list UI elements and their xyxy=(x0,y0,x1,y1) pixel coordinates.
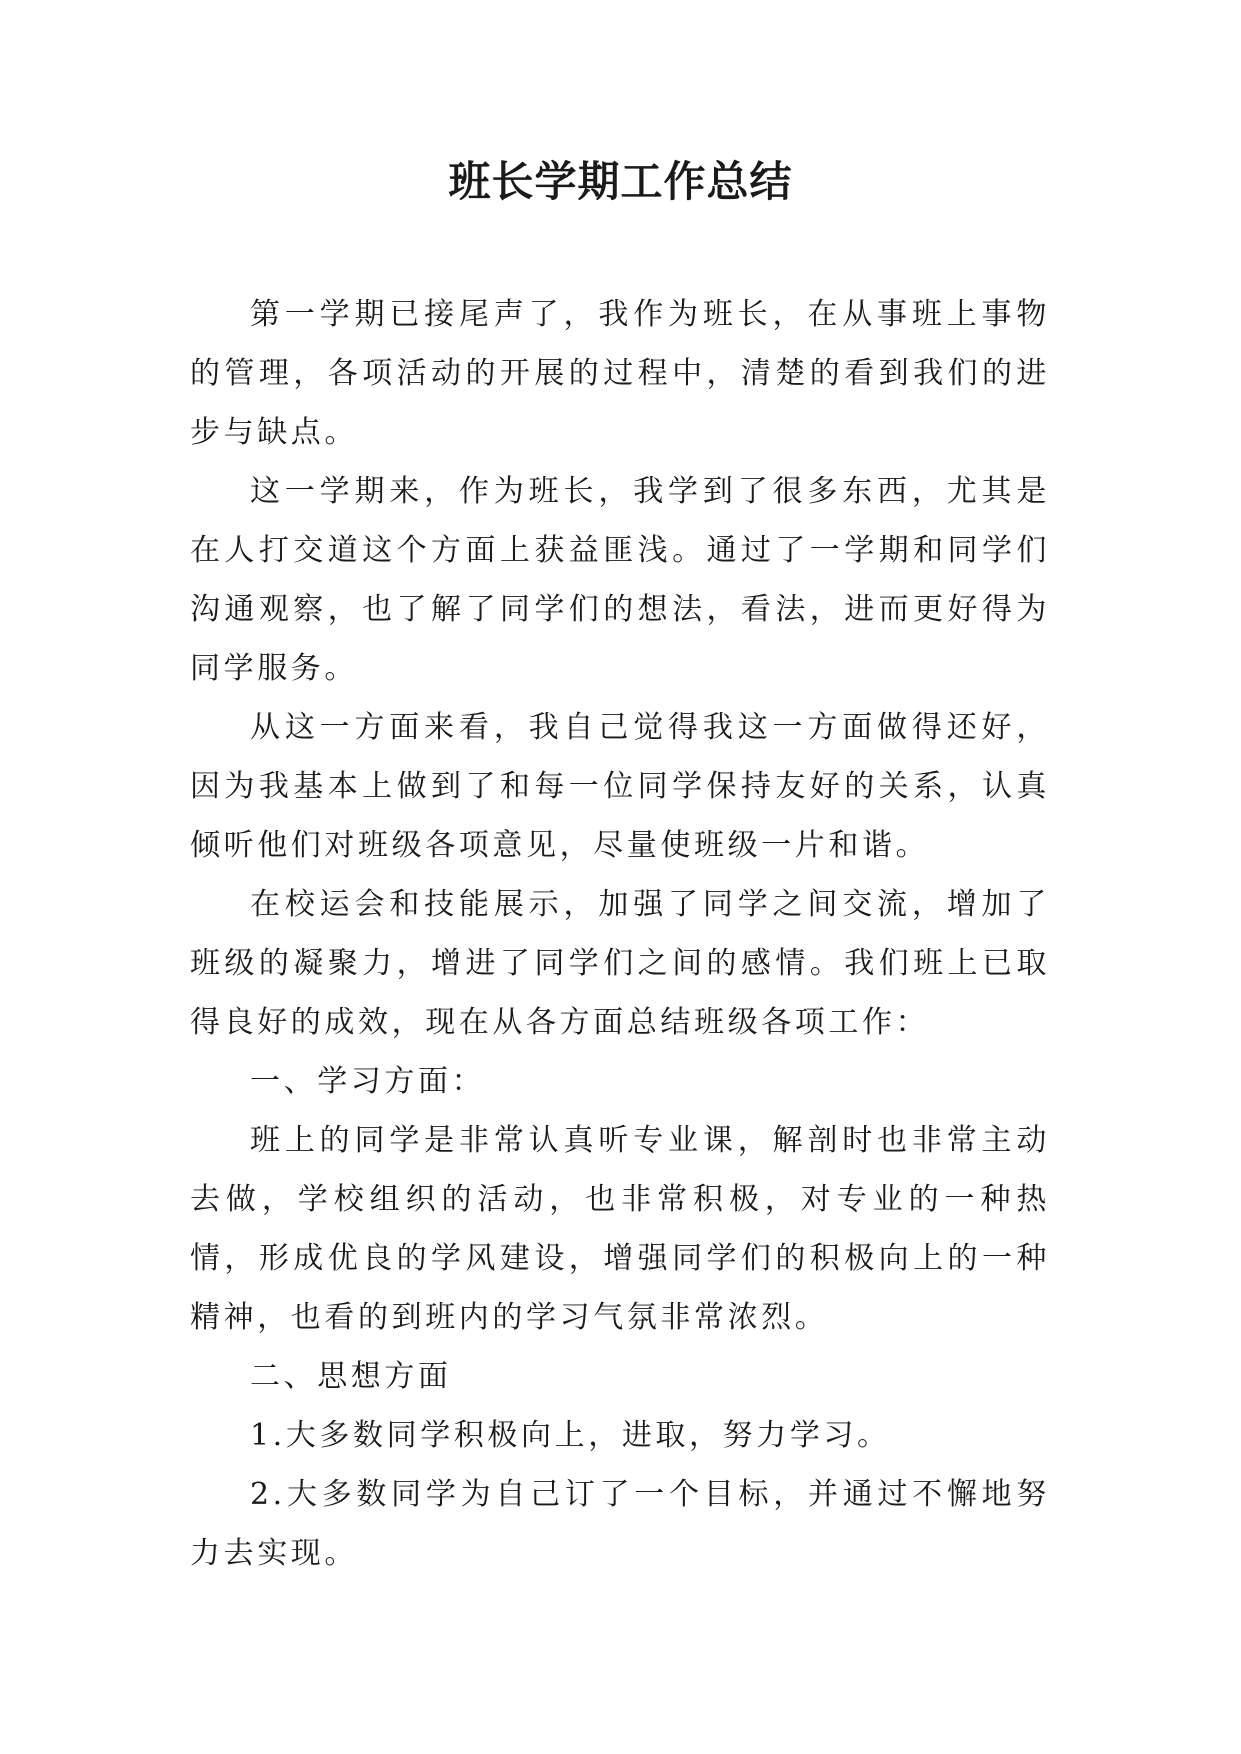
list-item-2: 2.大多数同学为自己订了一个目标，并通过不懈地努力去实现。 xyxy=(190,1477,1050,1571)
document-title: 班长学期工作总结 xyxy=(448,157,793,206)
section-heading-thought: 二、思想方面 xyxy=(250,1359,452,1394)
document-body xyxy=(190,285,1050,1583)
section-heading-study: 一、学习方面： xyxy=(250,1064,486,1099)
paragraph-learning-as-monitor: 这一学期来，作为班长，我学到了很多东西，尤其是在人打交道这个方面上获益匪浅。通过了一学期和同学们沟通观察，也了解了同学们的想法，看法，进而更好得为同学服务。 xyxy=(190,474,1050,686)
paragraph-intro: 第一学期已接尾声了，我作为班长，在从事班上事物的管理，各项活动的开展的过程中，清楚的看到我们的进步与缺点。 xyxy=(190,297,1050,450)
paragraph-activities: 在校运会和技能展示，加强了同学之间交流，增加了班级的凝聚力，增进了同学们之间的感情。我们班上已取得良好的成效，现在从各方面总结班级各项工作： xyxy=(190,887,1050,1040)
paragraph-study: 班上的同学是非常认真听专业课，解剖时也非常主动去做，学校组织的活动，也非常积极，对专业的一种热情，形成优良的学风建设，增强同学们的积极向上的一种精神，也看的到班内的学习气氛非常浓烈。 xyxy=(190,1123,1050,1335)
list-item-1: 1.大多数同学积极向上，进取，努力学习。 xyxy=(250,1418,891,1453)
paragraph-self-assessment: 从这一方面来看，我自己觉得我这一方面做得还好，因为我基本上做到了和每一位同学保持友好的关系，认真倾听他们对班级各项意见，尽量使班级一片和谐。 xyxy=(190,710,1050,863)
